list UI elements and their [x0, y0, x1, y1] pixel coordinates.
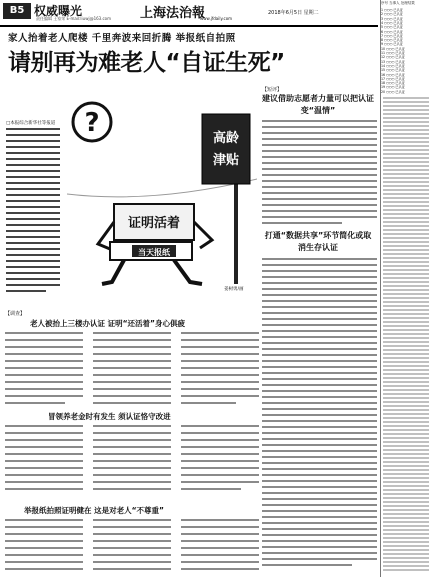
editor-line: 责任编辑 王家荣 E-mail:liuwj@163.com — [36, 16, 112, 21]
table-row: 3 ○○○ 已认证 — [381, 16, 403, 21]
sign-text-line1: 高龄 — [212, 131, 240, 146]
date-line: 2018年6月5日 星期二 — [268, 10, 319, 16]
table-row: 18 ○○○ 已认证 — [381, 81, 405, 86]
article-kicker: 家人抬着老人爬楼 千里奔波来回折腾 举报纸自拍照 — [8, 33, 236, 44]
table-row: 20 ○○○ 已认证 — [381, 89, 405, 94]
commentary-text-top — [262, 120, 377, 228]
table-row: 10 ○○○ 已认证 — [381, 46, 405, 51]
table-row: 16 ○○○ 已认证 — [381, 72, 405, 77]
table-row: 17 ○○○ 已认证 — [381, 76, 405, 81]
section-badge: B5 — [3, 3, 31, 19]
table-row: 4 ○○○ 已认证 — [381, 20, 403, 25]
table-row: 6 ○○○ 已认证 — [381, 29, 403, 34]
survey-text-1 — [5, 332, 260, 410]
table-row: 19 ○○○ 已认证 — [381, 85, 405, 90]
paper-name: 上海法治報 — [140, 6, 206, 21]
table-grid — [381, 96, 430, 574]
table-row: 2 ○○○ 已认证 — [381, 12, 403, 17]
notice-table-sidebar — [380, 0, 430, 577]
table-row: 11 ○○○ 已认证 — [381, 51, 405, 55]
table-row: 5 ○○○ 已认证 — [381, 25, 403, 30]
svg-text:?: ? — [84, 108, 100, 138]
table-row: 14 ○○○ 已认证 — [381, 63, 405, 68]
commentary-text-bottom — [262, 258, 377, 570]
table-header: 序号 当事人 处理结果 — [381, 1, 415, 5]
survey-tag: 【调查】 — [5, 311, 26, 317]
sign-text-line2: 津贴 — [212, 153, 240, 168]
table-row: 15 ○○○ 已认证 — [381, 68, 405, 73]
section-title: 权威曝光 — [34, 4, 83, 18]
paper-url: www.jfdaily.com — [200, 16, 233, 21]
table-row: 8 ○○○ 已认证 — [381, 38, 403, 43]
reporter-line: □本报综合新华社等报道 — [6, 121, 56, 126]
survey-subhead-2: 冒领养老金时有发生 须认证恪守改进 — [48, 412, 171, 421]
table-row: 12 ○○○ 已认证 — [381, 55, 405, 60]
commentary-tag: 【短评】 — [262, 87, 283, 93]
subsidy-sign — [202, 114, 250, 184]
survey-text-2 — [5, 425, 260, 500]
intro-text-column — [6, 128, 60, 308]
article-title: 请别再为难老人“自证生死” — [8, 50, 285, 76]
newspaper-text: 当天报纸 — [138, 248, 170, 257]
commentary-headline-2: 打通“数据共享”环节简化或取消生存认证 — [264, 231, 372, 252]
table-row: 9 ○○○ 已认证 — [381, 42, 403, 47]
certificate-text: 证明活着 — [127, 216, 181, 231]
cartoon-credit: 姜树勇/画 — [224, 287, 244, 292]
table-row: 7 ○○○ 已认证 — [381, 33, 403, 38]
survey-text-3 — [5, 519, 260, 575]
survey-subhead-1: 老人被抬上三楼办认证 证明“还活着”身心俱疲 — [30, 319, 185, 328]
cartoon-illustration — [62, 84, 257, 290]
commentary-headline: 建议借助志愿者力量可以把认证变“温情” — [262, 94, 374, 115]
table-row: 1 ○○○ 已认证 — [381, 8, 403, 12]
table-row: 13 ○○○ 已认证 — [381, 59, 405, 64]
survey-subhead-3: 举报纸拍照证明健在 这是对老人“不尊重” — [24, 506, 164, 515]
